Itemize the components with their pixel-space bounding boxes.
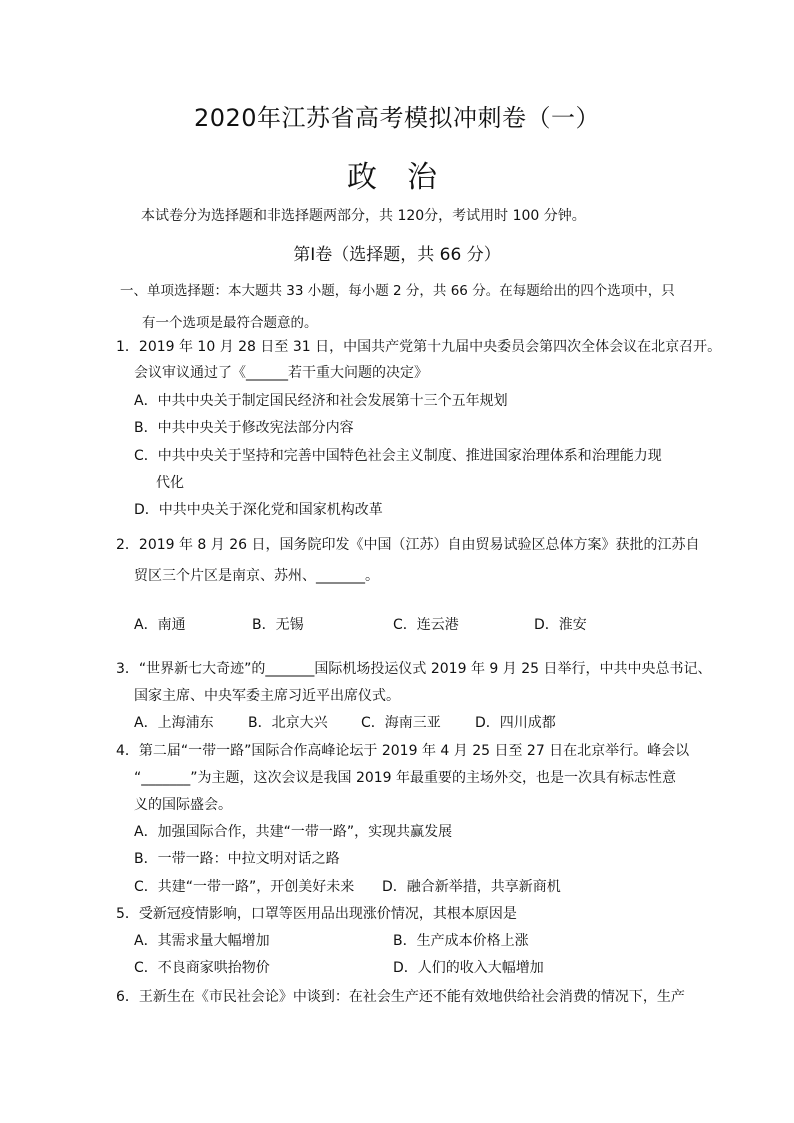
q1-stem-line2: 会议审议通过了《______若干重大问题的决定》 — [134, 365, 428, 381]
q4-stem-line3: 义的国际盛会。 — [134, 797, 232, 813]
q5-stem-line1: 5．受新冠疫情影响，口罩等医用品出现涨价情况，其根本原因是 — [116, 906, 517, 922]
q2-option-c: C．连云港 — [393, 617, 459, 633]
q5-option-d: D．人们的收入大幅增加 — [393, 960, 544, 976]
exam-intro: 本试卷分为选择题和非选择题两部分，共 120分，考试用时 100 分钟。 — [141, 208, 586, 224]
q3-option-b: B．北京大兴 — [248, 715, 328, 731]
q2-option-a: A．南通 — [134, 617, 186, 633]
q4-stem-line2: “_______”为主题，这次会议是我国 2019 年最重要的主场外交，也是一次具有标志性意 — [134, 770, 677, 786]
q4-option-d: D．融合新举措，共享新商机 — [382, 879, 561, 895]
q5-option-c: C．不良商家哄抬物价 — [134, 960, 270, 976]
q4-option-b: B．一带一路：中拉文明对话之路 — [134, 851, 340, 867]
q2-stem-line2: 贸区三个片区是南京、苏州、_______。 — [134, 568, 379, 584]
q6-stem-line1: 6．王新生在《市民社会论》中谈到：在社会生产还不能有效地供给社会消费的情况下，生产 — [116, 989, 685, 1005]
q4-stem-line1: 4．第二届“一带一路”国际合作高峰论坛于 2019 年 4 月 25 日至 27 日在北京举行。峰会以 — [116, 743, 690, 759]
q1-option-b: B．中共中央关于修改宪法部分内容 — [134, 420, 354, 436]
q3-stem-line2: 国家主席、中央军委主席习近平出席仪式。 — [134, 688, 400, 704]
q2-stem-line1: 2．2019 年 8 月 26 日，国务院印发《中国（江苏）自由贸易试验区总体方案》获批的江苏自 — [116, 537, 700, 553]
q4-option-c: C．共建“一带一路”，开创美好未来 — [134, 879, 355, 895]
q3-option-d: D．四川成都 — [475, 715, 556, 731]
section-instruction-line2: 有一个选项是最符合题意的。 — [142, 315, 318, 331]
q5-option-a: A．其需求量大幅增加 — [134, 933, 270, 949]
q3-option-a: A．上海浦东 — [134, 715, 214, 731]
exam-title: 2020年江苏省高考模拟冲刺卷（一） — [193, 104, 601, 132]
q1-option-a: A．中共中央关于制定国民经济和社会发展第十三个五年规划 — [134, 393, 508, 409]
q3-stem-line1: 3．“世界新七大奇迹”的_______国际机场投运仪式 2019 年 9 月 25 日举行，中共中央总书记、 — [116, 661, 712, 677]
q2-option-d: D．淮安 — [534, 617, 587, 633]
q4-option-a: A．加强国际合作，共建“一带一路”，实现共赢发展 — [134, 824, 453, 840]
q2-option-b: B．无锡 — [252, 617, 304, 633]
q1-option-c-line2: 代化 — [156, 475, 184, 491]
q1-option-c-line1: C．中共中央关于坚持和完善中国特色社会主义制度、推进国家治理体系和治理能力现 — [134, 448, 662, 464]
section-instruction-line1: 一、单项选择题：本大题共 33 小题，每小题 2 分，共 66 分。在每题给出的四个选项中，只 — [120, 283, 675, 299]
part-heading: 第Ⅰ卷（选择题，共 66 分） — [293, 245, 501, 265]
subject-title: 政治 — [347, 160, 467, 195]
q1-option-d: D．中共中央关于深化党和国家机构改革 — [134, 502, 383, 518]
q1-stem-line1: 1．2019 年 10 月 28 日至 31 日，中国共产党第十九届中央委员会第四次全体会议在北京召开。 — [116, 339, 722, 355]
q5-option-b: B．生产成本价格上涨 — [393, 933, 529, 949]
q3-option-c: C．海南三亚 — [361, 715, 441, 731]
